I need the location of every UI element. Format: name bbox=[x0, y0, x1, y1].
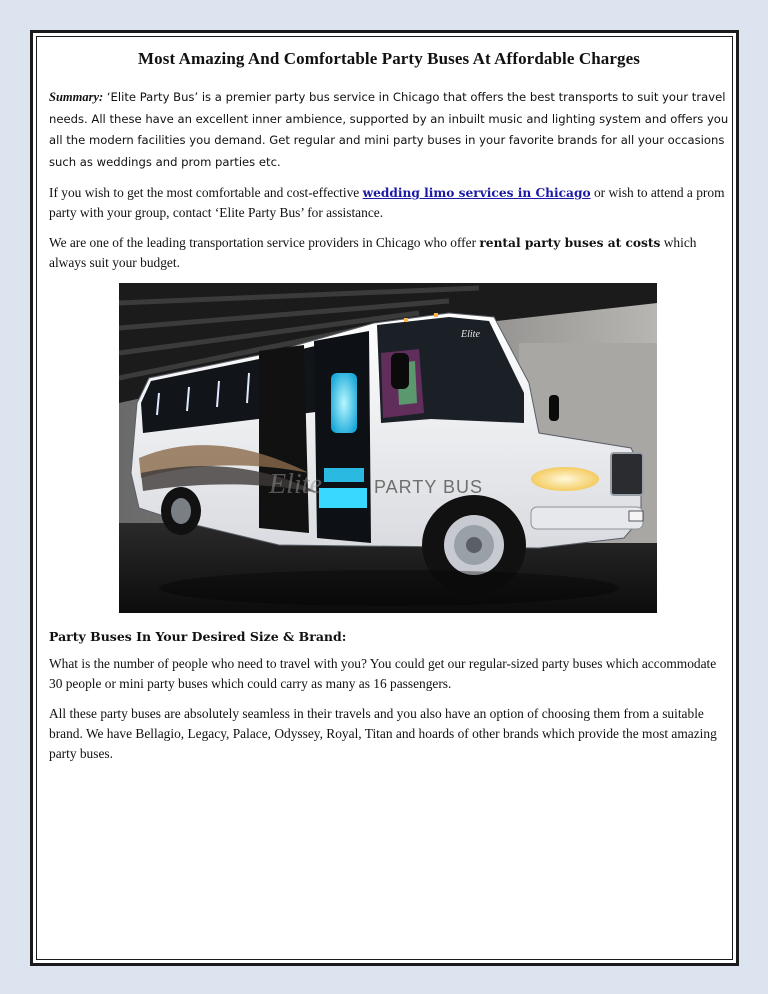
bus-open-door bbox=[259, 345, 309, 533]
services-text-before: We are one of the leading transportation service providers in Chicago who offer bbox=[49, 235, 480, 250]
brands-paragraph: All these party buses are absolutely seamless in their travels and you also have an option of choosing them from a suitable brand. We have Bellagio, Legacy, Palace, Odyssey, Royal, Titan and hoards of other brands which provide the most amazing party buses. bbox=[49, 706, 717, 761]
services-text-after: which always suit your budget. bbox=[49, 235, 697, 270]
party-bus-photo bbox=[119, 283, 657, 613]
capacity-paragraph: What is the number of people who need to travel with you? You could get our regular-sized party buses which accommodate 30 people or mini party buses which could carry as many as 16 passengers. bbox=[49, 656, 717, 691]
rear-wheel bbox=[161, 487, 201, 535]
headlight bbox=[531, 467, 599, 491]
rental-buses-emphasis: rental party buses at costs bbox=[479, 236, 661, 250]
summary-label: Summary: bbox=[49, 90, 104, 104]
page-outer-border bbox=[30, 30, 739, 966]
services-paragraph bbox=[49, 233, 729, 273]
side-mirror bbox=[391, 353, 409, 389]
intro-text-before: If you wish to get the most comfortable and cost-effective bbox=[49, 185, 363, 200]
intro-paragraph bbox=[49, 183, 729, 223]
front-mirror bbox=[549, 395, 559, 421]
floor-shadow bbox=[159, 570, 619, 606]
bus-logo-elite: Elite bbox=[269, 469, 322, 500]
wedding-limo-link[interactable]: wedding limo services in Chicago bbox=[362, 186, 591, 200]
section-heading: Party Buses In Your Desired Size & Brand: bbox=[49, 629, 347, 644]
summary-paragraph bbox=[49, 87, 729, 173]
neon-door-panel bbox=[331, 373, 357, 433]
neon-step-upper bbox=[324, 468, 364, 482]
intro-text-after: or wish to attend a prom party with your group, contact ‘Elite Party Bus’ for assistance. bbox=[49, 185, 725, 220]
roof-marker-light bbox=[434, 313, 438, 317]
bus-logo-text: PARTY BUS bbox=[374, 477, 484, 497]
page-title: Most Amazing And Comfortable Party Buses At Affordable Charges bbox=[137, 49, 640, 68]
document-content bbox=[49, 49, 729, 774]
roof-marker-light bbox=[404, 318, 408, 322]
front-bumper bbox=[531, 507, 643, 529]
page-inner-border bbox=[36, 36, 733, 960]
windshield-sign: Elite bbox=[461, 329, 480, 340]
summary-text: ‘Elite Party Bus’ is a premier party bus service in Chicago that offers the best transports to suit your travel needs. All these have an excellent inner ambience, supported by an inbuilt music and lighting system and offers you all the modern facilities you demand. Get regular and mini party buses in your favorite brands for all your occasions such as weddings and prom parties etc. bbox=[49, 90, 729, 169]
license-plate bbox=[629, 511, 643, 521]
front-grille bbox=[611, 453, 643, 495]
bus-doorway bbox=[314, 331, 371, 543]
party-bus-illustration bbox=[119, 283, 657, 613]
neon-step-lower bbox=[319, 488, 367, 508]
